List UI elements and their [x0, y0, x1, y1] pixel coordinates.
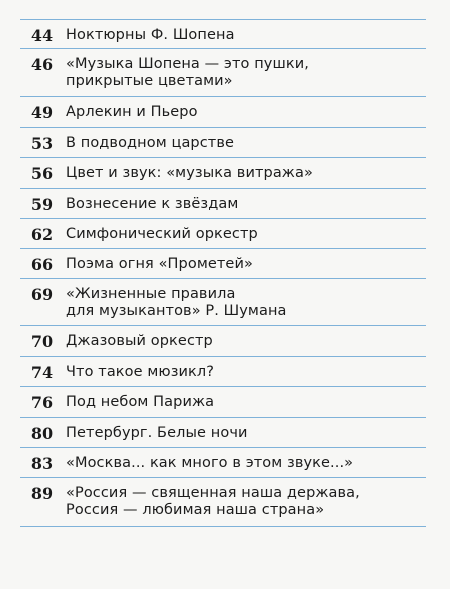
entry-title: Ноктюрны Ф. Шопена	[66, 27, 235, 43]
page-number: 89	[30, 484, 54, 503]
toc-entry	[20, 249, 426, 279]
page-number: 49	[30, 103, 54, 122]
entry-title: В подводном царстве	[66, 135, 235, 151]
page-number: 83	[30, 454, 54, 473]
toc-entry	[20, 357, 426, 387]
toc-entry	[20, 418, 426, 448]
entry-title: Петербург. Белые ночи	[66, 425, 248, 441]
entry-title: Что такое мюзикл?	[66, 364, 215, 380]
entry-title: «Россия — священная наша держава, Россия — любимая наша страна»	[66, 485, 360, 518]
toc-entry	[20, 189, 426, 219]
page-number: 44	[30, 26, 54, 45]
page-number: 74	[30, 363, 54, 382]
entry-title: «Москва... как много в этом звуке...»	[66, 455, 354, 471]
page-number: 66	[30, 255, 54, 274]
entry-title: Вознесение к звёздам	[66, 196, 239, 212]
toc-entry	[20, 97, 426, 128]
page-number: 59	[30, 195, 54, 214]
page-number: 46	[30, 55, 54, 74]
entry-title: Цвет и звук: «музыка витража»	[66, 165, 313, 181]
entry-title: Поэма огня «Прометей»	[66, 256, 253, 272]
page-number: 62	[30, 225, 54, 244]
page-number: 80	[30, 424, 54, 443]
toc-entry	[20, 387, 426, 418]
toc-entry	[20, 326, 426, 357]
page-number: 56	[30, 164, 54, 183]
toc-entry	[20, 448, 426, 478]
table-of-contents	[20, 19, 426, 527]
entry-title: Арлекин и Пьеро	[66, 104, 198, 120]
toc-entry	[20, 128, 426, 158]
toc-entry	[20, 478, 426, 527]
entry-title: «Музыка Шопена — это пушки, прикрытые цветами»	[66, 56, 309, 89]
entry-title: «Жизненные правила для музыкантов» Р. Шумана	[66, 286, 287, 319]
toc-entry	[20, 219, 426, 249]
toc-entry	[20, 19, 426, 49]
toc-entry	[20, 279, 426, 326]
page-number: 70	[30, 332, 54, 351]
entry-title: Симфонический оркестр	[66, 226, 258, 242]
page-number: 53	[30, 134, 54, 153]
entry-title: Под небом Парижа	[66, 394, 215, 410]
toc-entry	[20, 49, 426, 97]
toc-entry	[20, 158, 426, 189]
page-number: 69	[30, 285, 54, 304]
page-number: 76	[30, 393, 54, 412]
entry-title: Джазовый оркестр	[66, 333, 213, 349]
